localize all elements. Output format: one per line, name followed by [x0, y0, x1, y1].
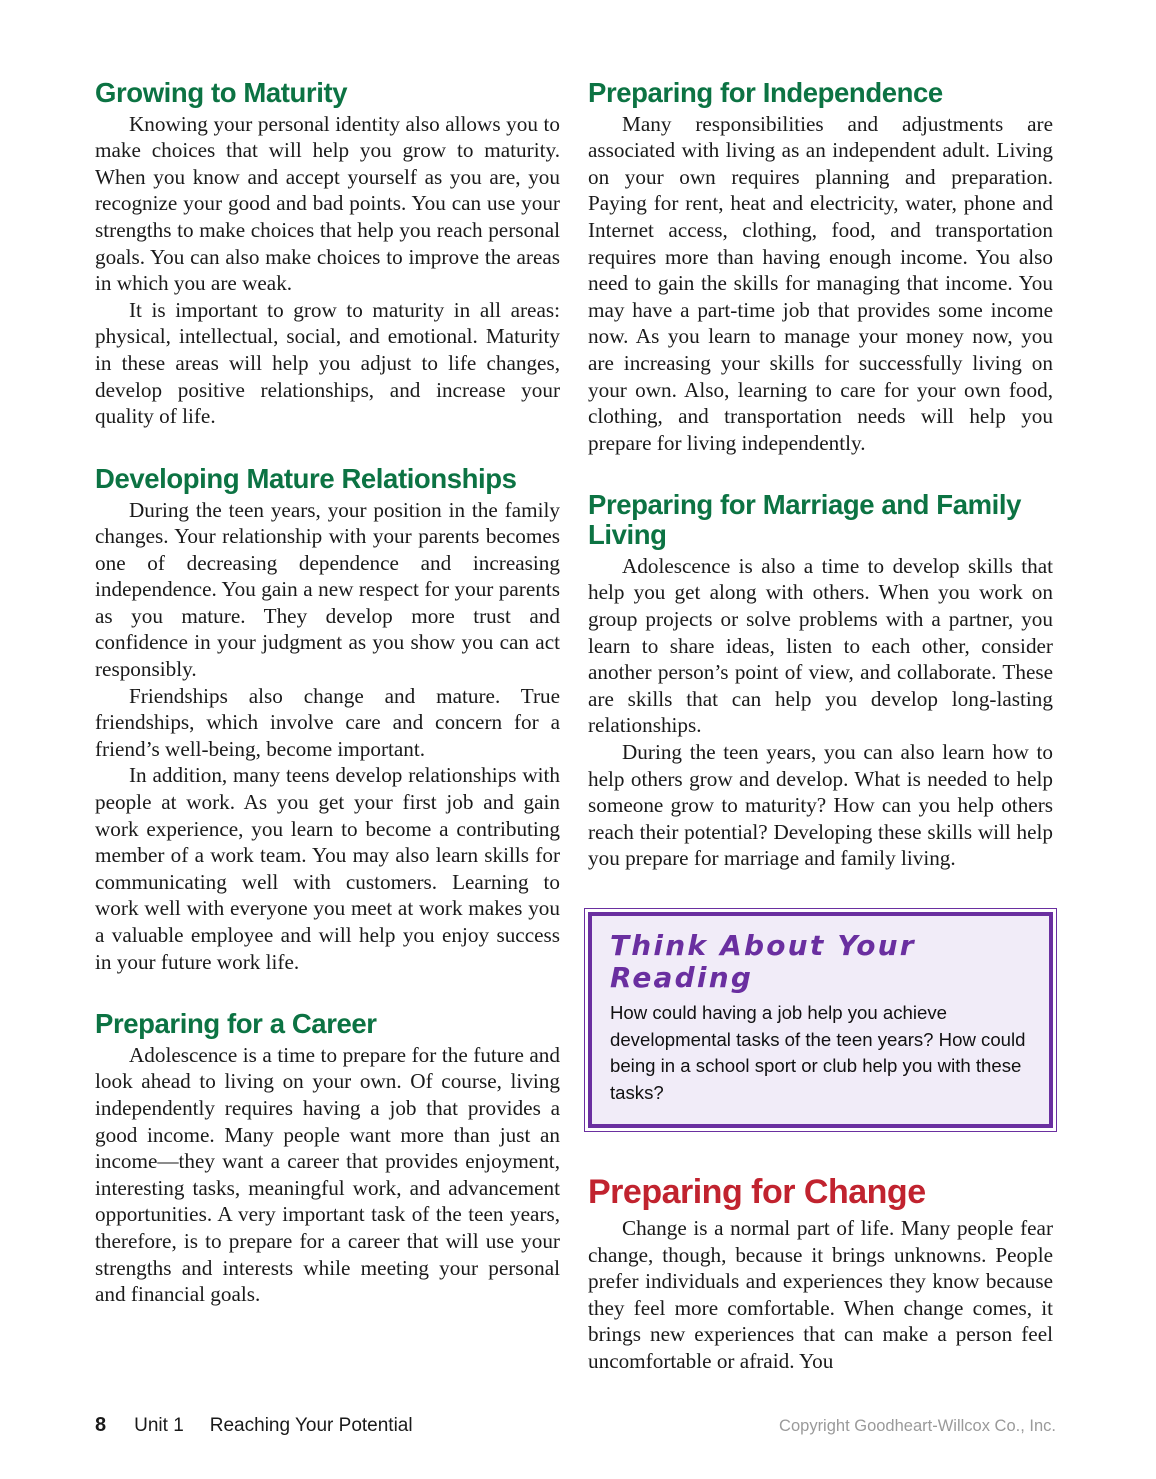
section-heading-preparing-for-marriage-and-family-living: Preparing for Marriage and Family Living — [588, 489, 1022, 551]
left-column — [95, 78, 560, 1308]
page-number: 8 — [95, 1414, 107, 1436]
paragraph: Adolescence is also a time to develop skills that help you get along with others. When you work on group projects or solve problems with a partner, you learn to share ideas, listen to each other, consider another person’s point of view, and collaborate. These are skills that can help you develop long-lasting relationships. — [588, 553, 1053, 738]
section-heading-preparing-for-a-career: Preparing for a Career — [95, 1008, 377, 1040]
paragraph: Knowing your personal identity also allows you to make choices that will help you grow to maturity. When you know and accept yourself as you are, you recognize your good and bad points. You can use your strengths to make choices that help you reach personal goals. You can also make choices to improve the areas in which you are weak. — [95, 111, 560, 296]
right-column — [588, 78, 1053, 1375]
section-heading-growing-to-maturity: Growing to Maturity — [95, 77, 348, 108]
section-heading-preparing-for-independence: Preparing for Independence — [588, 77, 943, 108]
paragraph: Many responsibilities and adjustments are associated with living as an independent adult. Living on your own requires planning and preparation. Paying for rent, heat and electricity, water, phone and Internet access, clothing, food, and transportation requires more than having enough income. You also need to gain the skills for managing that income. You may have a part-time job that provides some income now. As you learn to manage your money now, you are increasing your skills for successfully living on your own. Also, learning to care for your own food, clothing, and transportation needs will help you prepare for living independently. — [588, 111, 1053, 455]
paragraph: It is important to grow to maturity in all areas: physical, intellectual, social, and emotional. Maturity in these areas will help you adjust to life changes, develop positive relationships, and increase your quality of life. — [95, 297, 560, 429]
unit-title: Reaching Your Potential — [209, 1415, 413, 1436]
paragraph: Friendships also change and mature. True friendships, which involve care and concern for a friend’s well-being, become important. — [95, 683, 560, 761]
paragraph: Adolescence is a time to prepare for the future and look ahead to living on your own. Of course, living independently requires having a job that provides a good income. Many people want more than just an income—they want a career that provides enjoyment, interesting tasks, meaningful work, and advancement opportunities. A very important task of the teen years, therefore, is to prepare for a career that will use your strengths and interests while meeting your personal and financial goals. — [95, 1042, 560, 1307]
section-heading-developing-mature-relationships: Developing Mature Relationships — [95, 462, 517, 494]
think-about-your-reading-callout — [588, 912, 1053, 1128]
callout-title: Think About Your Reading — [610, 928, 916, 995]
paragraph: During the teen years, you can also learn how to help others grow and develop. What is needed to help someone grow to maturity? How can you help others reach their potential? Developing these skills will help you prepare for marriage and family living. — [588, 739, 1053, 871]
paragraph: Change is a normal part of life. Many people fear change, though, because it brings unknowns. People prefer individuals and experiences they know because they feel more comfortable. When change comes, it brings new experiences that can make a person feel uncomfortable or afraid. You — [588, 1216, 1053, 1373]
copyright-notice: Copyright Goodheart-Willcox Co., Inc. — [779, 1417, 1056, 1435]
main-heading-preparing-for-change: Preparing for Change — [588, 1173, 926, 1212]
footer-left-group — [95, 1414, 413, 1437]
paragraph: During the teen years, your position in the family changes. Your relationship with your parents becomes one of decreasing dependence and increasing independence. You gain a new respect for your parents as you mature. They develop more trust and confidence in your judgment as you show you can act responsibly. — [95, 497, 560, 682]
two-column-layout — [95, 78, 1056, 1375]
paragraph: In addition, many teens develop relationships with people at work. As you get your first job and gain work experience, you learn to become a contributing member of a work team. You may also learn skills for communicating well with customers. Learning to work well with everyone you meet at work makes you a valuable employee and will help you enjoy success in your future work life. — [95, 763, 560, 974]
unit-label: Unit 1 — [134, 1415, 184, 1436]
page-footer — [95, 1414, 1056, 1437]
callout-body: How could having a job help you achieve developmental tasks of the teen years? How could being in a school sport or club help you with these tasks? — [610, 1002, 1026, 1103]
